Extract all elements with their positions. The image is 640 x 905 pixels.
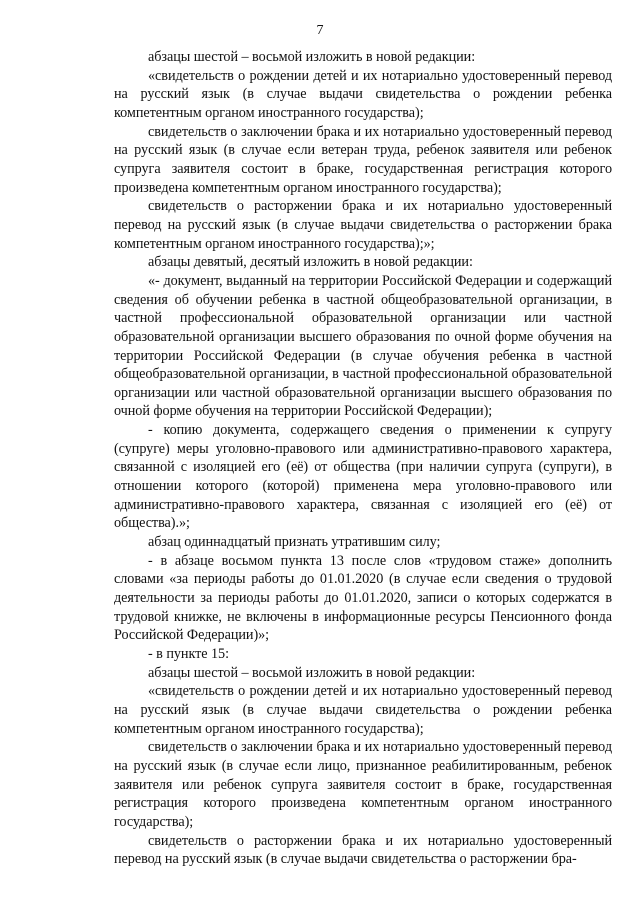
paragraph: абзацы шестой – восьмой изложить в новой редакции: — [148, 664, 476, 681]
paragraph: - копию документа, содержащего сведения о применении к супругу (супруге) меры уголовно-правового или административно-правового характера, связанной с изоляцией его (её) от общества (при наличии супруга (супруги), в отношении которого (которой) применена мера уголовно-правового или административно-правового характера, связанная с изоляцией его (её) от общества).»; — [114, 422, 612, 532]
paragraph: свидетельств о расторжении брака и их нотариально удостоверенный перевод на русский язык (в случае выдачи свидетельства о расторжении бра- — [114, 832, 612, 868]
paragraph: «- документ, выданный на территории Российской Федерации и содержащий сведения об обучении ребенка в частной общеобразовательной организации, в частной профессиональной образовательной организации или частной образовательной организации высшего образования по очной форме обучения на территории Российской Федерации (в случае обучения ребенка в частной общеобразовательной организации, в частной профессиональной образовательной организации или частной образовательной организации высшего образования по очной форме обучения на территории Российской Федерации); — [114, 272, 612, 420]
paragraph: абзацы девятый, десятый изложить в новой редакции: — [148, 254, 473, 271]
paragraph: «свидетельств о рождении детей и их нотариально удостоверенный перевод на русский язык (в случае выдачи свидетельства о рождении ребенка компетентным органом иностранного государства); — [114, 683, 612, 737]
paragraph: - в пункте 15: — [148, 646, 229, 662]
paragraph: абзацы шестой – восьмой изложить в новой редакции: — [148, 49, 476, 65]
page-number: 7 — [316, 23, 324, 38]
paragraph: абзац одиннадцатый признать утратившим силу; — [148, 534, 441, 551]
paragraph: свидетельств о расторжении брака и их нотариально удостоверенный перевод на русский язык (в случае выдачи свидетельства о расторжении брака компетентным органом иностранного государства);»; — [114, 198, 612, 252]
paragraph: свидетельств о заключении брака и их нотариально удостоверенный перевод на русский язык (в случае если лицо, признанное реабилитированным, ребенок заявителя или ребенок супруга заявителя состоит в браке, государственная регистрация которого произведена компетентным органом иностранного государства); — [114, 739, 612, 830]
paragraph: свидетельств о заключении брака и их нотариально удостоверенный перевод на русский язык (в случае если ветеран труда, ребенок заявителя или ребенок супруга заявителя состоит в браке, государственная регистрация которого произведена компетентным органом иностранного государства); — [114, 123, 612, 196]
paragraph: - в абзаце восьмом пункта 13 после слов «трудовом стаже» дополнить словами «за периоды работы до 01.01.2020 (в случае если сведения о трудовой деятельности за периоды работы до 01.01.2020, записи о которых содержатся в трудовой книжке, не включены в информационные ресурсы Пенсионного фонда Российской Федерации)»; — [114, 552, 612, 644]
paragraph: «свидетельств о рождении детей и их нотариально удостоверенный перевод на русский язык (в случае выдачи свидетельства о рождении ребенка компетентным органом иностранного государства); — [114, 67, 612, 121]
document-body — [114, 48, 612, 869]
